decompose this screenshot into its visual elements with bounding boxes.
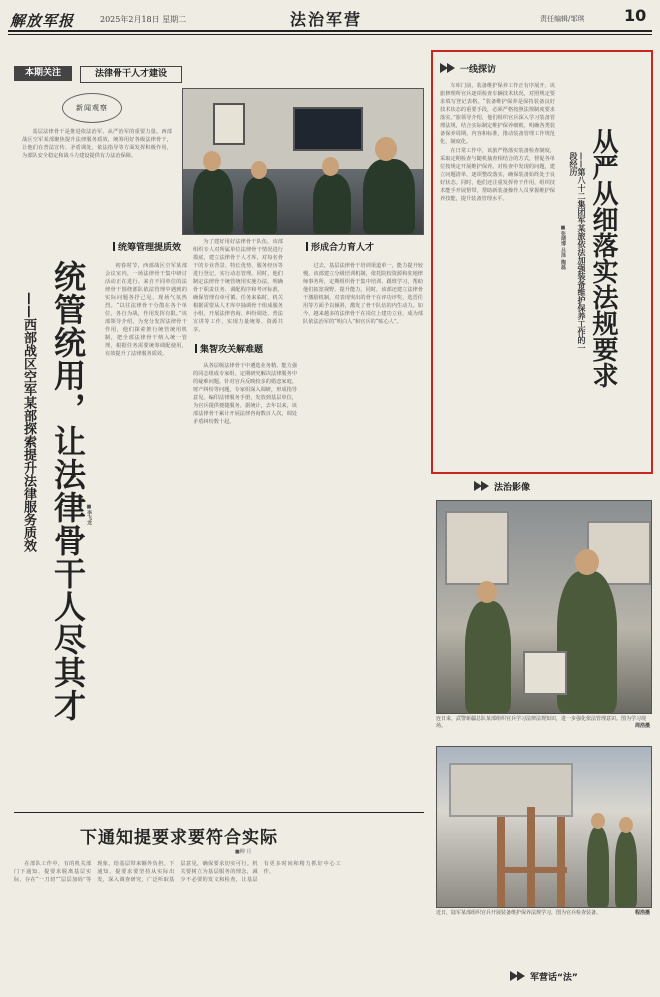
bottom-headline: 下通知提要求要符合实际: [80, 828, 278, 848]
section-name: 法治军营: [290, 10, 363, 29]
bottom-divider: [14, 812, 424, 813]
feature-tag: 本期关注: [14, 66, 72, 81]
side-author: ■张靖博 吕泽 陶磊: [560, 225, 566, 270]
inspection-photo: [436, 500, 652, 714]
credit-2: 程浩摄: [634, 910, 650, 916]
feature-body-col2: [193, 238, 283, 338]
side-kicker-text: 一线探访: [460, 65, 497, 75]
photo-caption-1: [436, 716, 650, 730]
feature-body-col1: [105, 262, 187, 802]
caption-2-text: 近日，陆军某部组织官兵开展装备维护保养法规学习，图为官兵检查装备。: [436, 910, 602, 916]
header-rule-thin: [8, 34, 652, 35]
side-deck: ——第八十二集团军某旅依法加强装备维护保养工作的一段经历: [569, 152, 586, 352]
equipment-photo: [436, 746, 652, 908]
bottom-author: ■柳 月: [235, 849, 252, 855]
column-title: 法律骨干人才建设: [80, 66, 182, 83]
feature-author: ■李飞龙: [86, 504, 92, 525]
header-rule: [8, 30, 652, 32]
subhead-1: [113, 240, 181, 253]
masthead: 解放军报: [10, 12, 75, 30]
credit-1: 周浩摄: [634, 723, 650, 729]
subhead-2-text: 集智攻关解难题: [200, 345, 264, 355]
body-col4-text: 过去，基层法律骨干培训渠道单一，能力提升较慢。该部建立分级培训机制，依托院校资源和驻地律师事务所，定期组织骨干集中培训、跟班学习，帮助他们拓宽视野、提升能力。同时，该部还建立法律骨干激励机制，对表现突出的骨干在评功评奖、选晋任用等方面予以倾斜，激发了骨干队伍的内生动力。如今，越来越多的法律骨干在岗位上建功立业，成为部队依法治军的“明白人”和官兵的“贴心人”。: [303, 263, 423, 325]
body-col2-text: 为了建好用好法律骨干队伍，该部组织专人对所属单位法律骨干情况进行摸底，建立法律骨干人才库，对每名骨干的专业背景、特长优势、服务经历等进行登记，实行动态管理。同时，他们制定法律骨干统管统用实施办法，明确骨干职责任务、调配程序和考评标准，确保管理有章可循。任务来临时，机关根据需要从人才库中抽调骨干组成服务小组，开展法律咨询、纠纷调处、普法宣讲等工作，实现力量统筹、资源共享。: [193, 239, 283, 333]
news-observation-emblem: 新闻观察: [62, 93, 122, 123]
bottom-body: [14, 860, 424, 985]
body-col3-text: 从各层级法律骨干中遴选业务精、能力强的同志组成专家组，定期研究解决法律服务中的疑难问题。针对官兵反映较多的婚恋家庭、财产纠纷等问题，专家组深入调研，形成指导意见，编印法律服务手册，发放到基层单位，为官兵提供便捷服务。据统计，去年以来，该部法律骨干累计开展法律咨询数百人次，调处矛盾纠纷数十起。: [193, 363, 297, 425]
chevron-icon: [474, 481, 490, 491]
chevron-icon: [510, 971, 526, 981]
feature-body-col4: [303, 262, 423, 802]
bottom-section-label: [510, 970, 578, 983]
editor-line: 责任编辑/邹琪: [540, 15, 585, 23]
feature-body-col3: [193, 362, 297, 802]
photo-section-label: [474, 480, 530, 493]
side-body-text-2: 在日常工作中，该旅严格落实装备检查制度，采取定期检查与随机抽查相结合的方式，督促各单位按规定开展维护保养。对检查中发现的问题，建立问题清单，逐项整改落实，确保装备始终处于良好状态。同时，他们还注重发挥骨干作用，组织技术能手开展帮带，帮助新装备操作人员掌握维护保养技能，提升装备管理水平。: [440, 148, 555, 202]
photo-caption-2: [436, 910, 650, 917]
bottom-section-text: 军营话“法”: [530, 973, 578, 983]
subhead-3: [306, 240, 374, 253]
subhead-3-text: 形成合力育人才: [311, 243, 375, 253]
feature-headline: 统管统用，让法律骨干人尽其才: [49, 260, 87, 722]
caption-1-text: 连日来，武警新疆总队某部组织官兵学习法律法规知识，进一步强化依法管理意识。图为学习现场。: [436, 716, 647, 729]
lead-paragraph: 基层法律骨干是推进依法治军、从严治军的重要力量。西部战区空军某部聚焦提升法律服务质效，统筹用好各级法律骨干，让他们在普法宣传、矛盾调处、依法指导等方面发挥积极作用，为部队安全稳定和战斗力建设提供有力法治保障。: [22, 129, 172, 159]
side-headline: 从严从细落实法规要求: [588, 128, 618, 388]
feature-deck: ——西部战区空军某部探索提升法律服务质效: [21, 292, 36, 552]
feature-photo: [182, 88, 424, 235]
photo-section-text: 法治影像: [494, 483, 531, 493]
body-col1-text: 初春时节，西部战区空军某部会议室内，一场法律骨干集中研讨活动正在进行。来自不同单位的法律骨干围绕部队依法管理中遇到的实际问题各抒己见，现场气氛热烈。“以往法律骨干分散在各个单位，各自为战，作用发挥有限。”该部领导介绍，为充分发挥法律骨干作用，他们探索推行统管统用机制，把全部法律骨干纳入统一管理，根据任务需要统筹调配使用，有效提升了法律服务质效。: [105, 263, 187, 357]
subhead-1-text: 统筹管理提质效: [118, 243, 182, 253]
subhead-2: [195, 342, 263, 355]
page-number: 10: [624, 6, 647, 25]
issue-date: 2025年2月18日 星期二: [100, 15, 187, 24]
side-kicker: [440, 62, 496, 75]
chevron-icon: [440, 63, 456, 73]
side-body: [440, 82, 555, 462]
side-body-text: 车库门前，装备维护保养工作正有序展开。该旅修理所官兵逐项检查车辆技术状况，对照规定要求填写登记表格。“装备维护保养是保持装备良好技术状态的重要手段，必须严格按照法规制度要求落实。”旅领导介绍，他们组织官兵深入学习装备管理法规，结合实际制定维护保养细则，明确各类装备保养周期、内容和标准，推动装备管理工作规范化、制度化。: [440, 83, 555, 145]
feature-lead: [22, 128, 172, 228]
bottom-body-text: 在部队工作中，有的机关部门下通知、提要求脱离基层实际，存在“一刀切”“层层加码”等现象，给基层带来额外负担。下通知、提要求要坚持从实际出发，深入调查研究，广泛听取基层意见，确保要求切实可行。机关要树立为基层服务的理念，减少不必要的发文和检查，让基层有更多时间和精力抓好中心工作。: [14, 861, 341, 883]
